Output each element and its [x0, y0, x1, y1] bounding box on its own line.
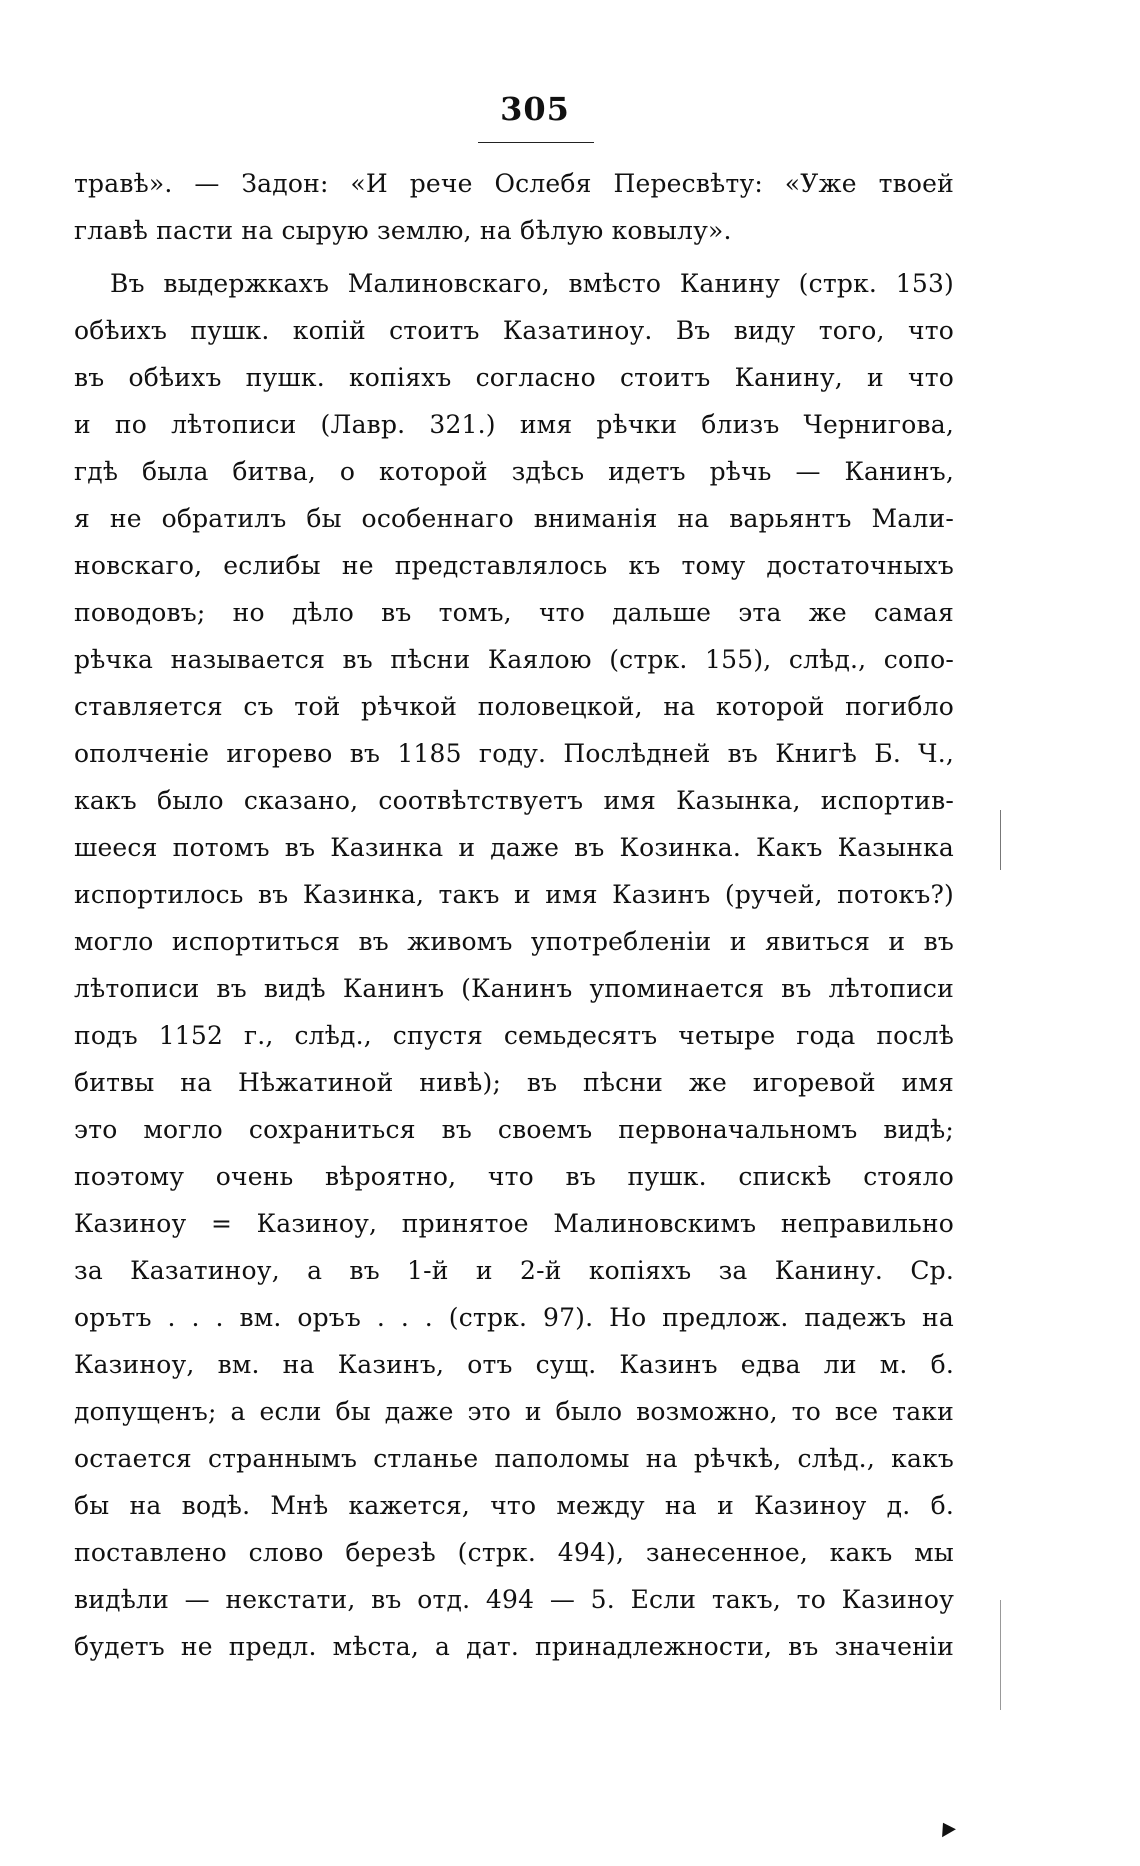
text-line: поставлено слово березѣ (стрк. 494), занесенное, какъ мы [74, 1538, 954, 1567]
text-line: я не обратилъ бы особеннаго вниманія на варьянтъ Мали- [74, 504, 954, 533]
scan-edge-mark [1000, 1600, 1001, 1710]
text-line: испортилось въ Казинка, такъ и имя Казинъ (ручей, потокъ?) [74, 880, 954, 909]
body-text [74, 160, 954, 1670]
scan-edge-mark [1000, 810, 1001, 870]
text-line: видѣли — некстати, въ отд. 494 — 5. Если такъ, то Казиноу [74, 1585, 954, 1614]
text-line: въ обѣихъ пушк. копіяхъ согласно стоитъ Канину, и что [74, 363, 954, 392]
text-line: какъ было сказано, соотвѣтствуетъ имя Казынка, испортив- [74, 786, 954, 815]
text-line: за Казатиноу, а въ 1-й и 2-й копіяхъ за Канину. Ср. [74, 1256, 954, 1285]
text-line: главѣ пасти на сырую землю, на бѣлую ковылу». [74, 216, 732, 245]
text-line: лѣтописи въ видѣ Канинъ (Канинъ упоминается въ лѣтописи [74, 974, 954, 1003]
paragraph-start-line: Въ выдержкахъ Малиновскаго, вмѣсто Канину (стрк. 153) [110, 269, 954, 298]
text-line: остается страннымъ стланье паполомы на рѣчкѣ, слѣд., какъ [74, 1444, 954, 1473]
text-line: допущенъ; а если бы даже это и было возможно, то все таки [74, 1397, 954, 1426]
text-line: и по лѣтописи (Лавр. 321.) имя рѣчки близъ Чернигова, [74, 410, 954, 439]
text-line: поводовъ; но дѣло въ томъ, что дальше эта же самая [74, 598, 954, 627]
text-line: гдѣ была битва, о которой здѣсь идетъ рѣчь — Канинъ, [74, 457, 954, 486]
page-number-rule [478, 142, 594, 143]
text-line: поэтому очень вѣроятно, что въ пушк. спискѣ стояло [74, 1162, 954, 1191]
text-line: обѣихъ пушк. копій стоитъ Казатиноу. Въ виду того, что [74, 316, 954, 345]
page-number: 305 [500, 90, 570, 128]
text-line: травѣ». — Задон: «И рече Ослебя Пересвѣту: «Уже твоей [74, 169, 954, 198]
text-line: ополченіе игорево въ 1185 году. Послѣдней въ Книгѣ Б. Ч., [74, 739, 954, 768]
text-line: Казиноу, вм. на Казинъ, отъ сущ. Казинъ едва ли м. б. [74, 1350, 954, 1379]
text-line: это могло сохраниться въ своемъ первоначальномъ видѣ; [74, 1115, 954, 1144]
text-line: новскаго, еслибы не представлялось къ тому достаточныхъ [74, 551, 954, 580]
text-line: шееся потомъ въ Казинка и даже въ Козинка. Какъ Казынка [74, 833, 954, 862]
text-line: бы на водѣ. Мнѣ кажется, что между на и Казиноу д. б. [74, 1491, 954, 1520]
text-line: рѣчка называется въ пѣсни Каялою (стрк. 155), слѣд., сопо- [74, 645, 954, 674]
text-line: ставляется съ той рѣчкой половецкой, на которой погибло [74, 692, 954, 721]
text-line: орътъ . . . вм. оръъ . . . (стрк. 97). Но предлож. падежъ на [74, 1303, 954, 1332]
text-line: подъ 1152 г., слѣд., спустя семьдесятъ четыре года послѣ [74, 1021, 954, 1050]
text-line: Казиноу = Казиноу, принятое Малиновскимъ неправильно [74, 1209, 954, 1238]
text-line: будетъ не предл. мѣста, а дат. принадлежности, въ значеніи [74, 1632, 954, 1661]
text-line: битвы на Нѣжатиной нивѣ); въ пѣсни же игоревой имя [74, 1068, 954, 1097]
text-line: могло испортиться въ живомъ употребленіи и явиться и въ [74, 927, 954, 956]
corner-pointer-mark [936, 1819, 956, 1837]
